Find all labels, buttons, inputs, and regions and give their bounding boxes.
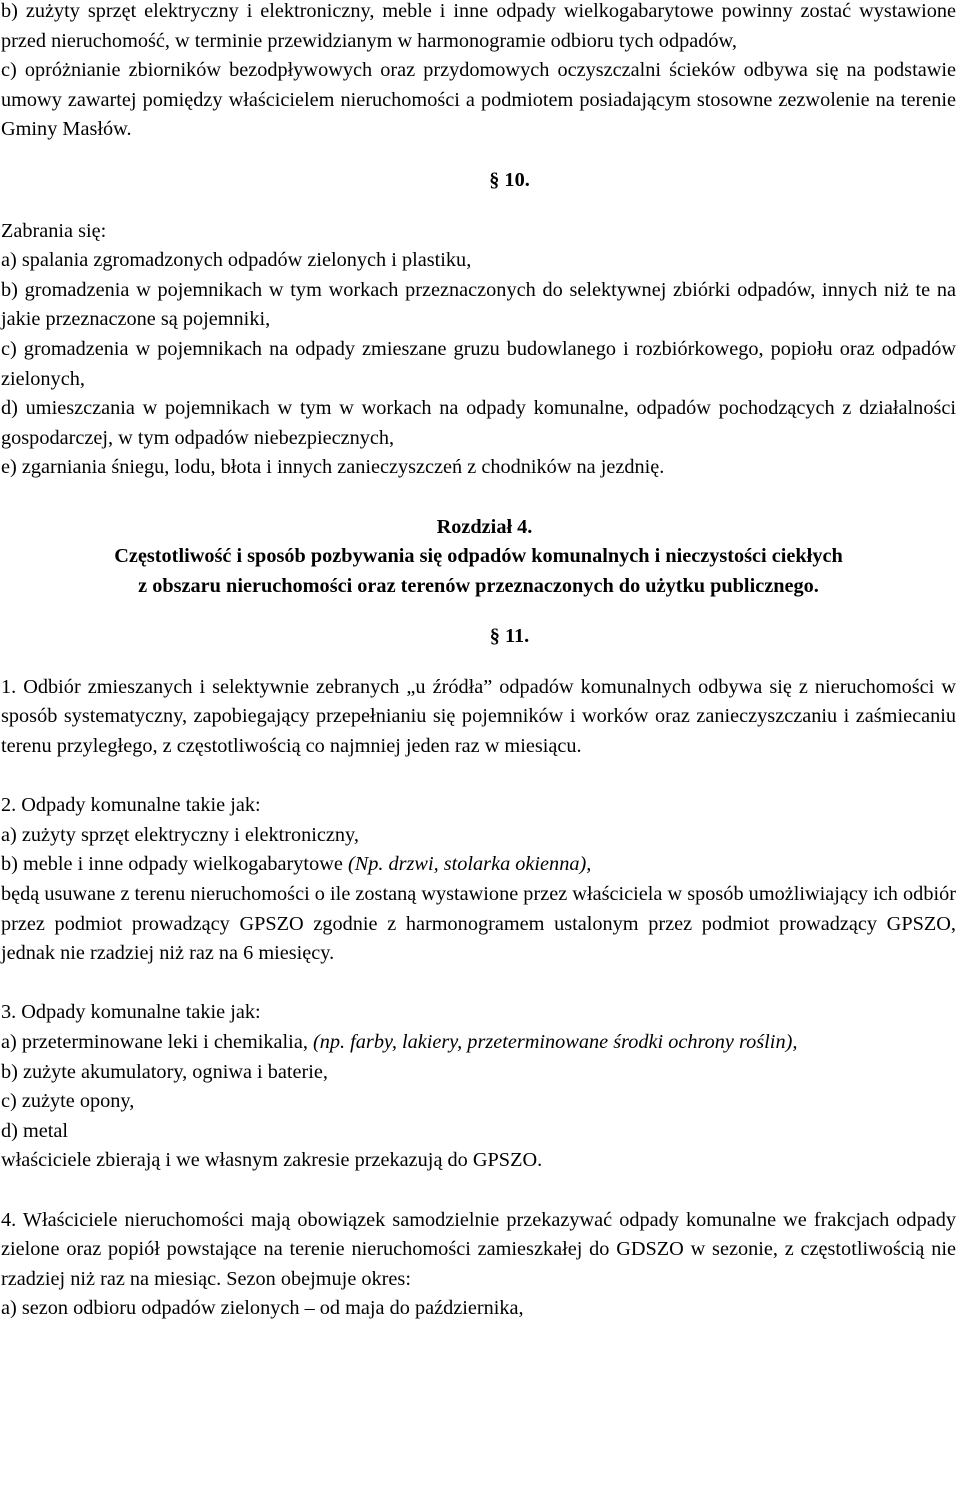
section-11-point-3-intro: 3. Odpady komunalne takie jak: xyxy=(1,1001,261,1024)
section-11-point-1: 1. Odbiór zmieszanych i selektywnie zebranych „u źródła” odpadów komunalnych odbywa się z nieruchomości w sposób systematyczny, zapobiegający przepełnianiu się pojemników i worków oraz zanieczyszczaniu i zaśmiecaniu terenu przyległego, z częstotliwością co najmniej jeden raz w miesiącu. xyxy=(1,675,956,758)
section-11-heading: § 11. xyxy=(489,625,530,648)
prohibition-item: b) gromadzenia w pojemnikach w tym workach przeznaczonych do selektywnej zbiórki odpadów, innych niż te na jakie przeznaczone są pojemniki, xyxy=(1,278,956,331)
prohibition-item: c) gromadzenia w pojemnikach na odpady zmieszane gruzu budowlanego i rozbiórkowego, popiołu oraz odpadów zielonych, xyxy=(1,337,956,390)
point-2-conditions: będą usuwane z terenu nieruchomości o ile zostaną wystawione przez właściciela w sposób umożliwiający ich odbiór przez podmiot prowadzący GPSZO zgodnie z harmonogramem ustalonym przez podmiot prowadzący GPSZO, jednak nie rzadziej niż raz na 6 miesięcy. xyxy=(1,883,956,965)
point-3-item-b: b) zużyte akumulatory, ogniwa i baterie, xyxy=(1,1060,329,1083)
point-2-item-b-text: b) meble i inne odpady wielkogabarytowe xyxy=(1,853,348,876)
section-11-point-2-intro: 2. Odpady komunalne takie jak: xyxy=(1,794,261,817)
point-2-item-b-example: (Np. drzwi, stolarka okienna), xyxy=(347,853,592,876)
point-3-conclusion: właściciele zbierają i we własnym zakresie przekazują do GPSZO. xyxy=(1,1149,543,1172)
prohibition-item: e) zgarniania śniegu, lodu, błota i innych zanieczyszczeń z chodników na jezdnię. xyxy=(1,456,665,479)
section-10-heading: § 10. xyxy=(489,168,530,191)
point-2-item-b xyxy=(1,850,956,880)
paragraph-c-tanks: c) opróżnianie zbiorników bezodpływowych oraz przydomowych oczyszczalni ścieków odbywa się na podstawie umowy zawartej pomiędzy właścicielem nieruchomości a podmiotem posiadającym stosowne zezwolenie na terenie Gminy Masłów. xyxy=(1,59,956,141)
point-4-item-a: a) sezon odbioru odpadów zielonych – od maja do października, xyxy=(1,1297,524,1320)
prohibition-item: a) spalania zgromadzonych odpadów zielonych i plastiku, xyxy=(1,249,472,272)
point-2-item-a: a) zużyty sprzęt elektryczny i elektroniczny, xyxy=(1,823,359,846)
point-3-item-c: c) zużyte opony, xyxy=(1,1090,135,1113)
point-3-item-a-example: (np. farby, lakiery, przeterminowane środki ochrony roślin), xyxy=(312,1031,798,1053)
point-3-item-a-text: a) przeterminowane leki i chemikalia, xyxy=(1,1031,313,1053)
prohibitions-intro: Zabrania się: xyxy=(1,219,107,242)
prohibition-item: d) umieszczania w pojemnikach w tym w workach na odpady komunalne, odpadów pochodzących z działalności gospodarczej, w tym odpadów niebezpiecznych, xyxy=(1,397,956,449)
chapter-title-line-1: Częstotliwość i sposób pozbywania się odpadów komunalnych i nieczystości ciekłych xyxy=(114,545,843,568)
section-11-point-4: 4. Właściciele nieruchomości mają obowiązek samodzielnie przekazywać odpady komunalne we frakcjach odpady zielone oraz popiół powstające na terenie nieruchomości zamieszkałej do GDSZO w sezonie, z częstotliwością nie rzadziej niż raz na miesiąc. Sezon obejmuje okres: xyxy=(1,1208,956,1290)
chapter-title-line-2: z obszaru nieruchomości oraz terenów przeznaczonych do użytku publicznego. xyxy=(138,574,819,597)
point-3-item-a xyxy=(1,1028,956,1058)
chapter-label: Rozdział 4. xyxy=(436,515,533,538)
point-3-item-d: d) metal xyxy=(1,1119,69,1142)
document-page xyxy=(1,0,956,1324)
paragraph-b-waste: b) zużyty sprzęt elektryczny i elektroniczny, meble i inne odpady wielkogabarytowe powinny zostać wystawione przed nieruchomość, w terminie przewidzianym w harmonogramie odbioru tych odpadów, xyxy=(1,0,956,52)
